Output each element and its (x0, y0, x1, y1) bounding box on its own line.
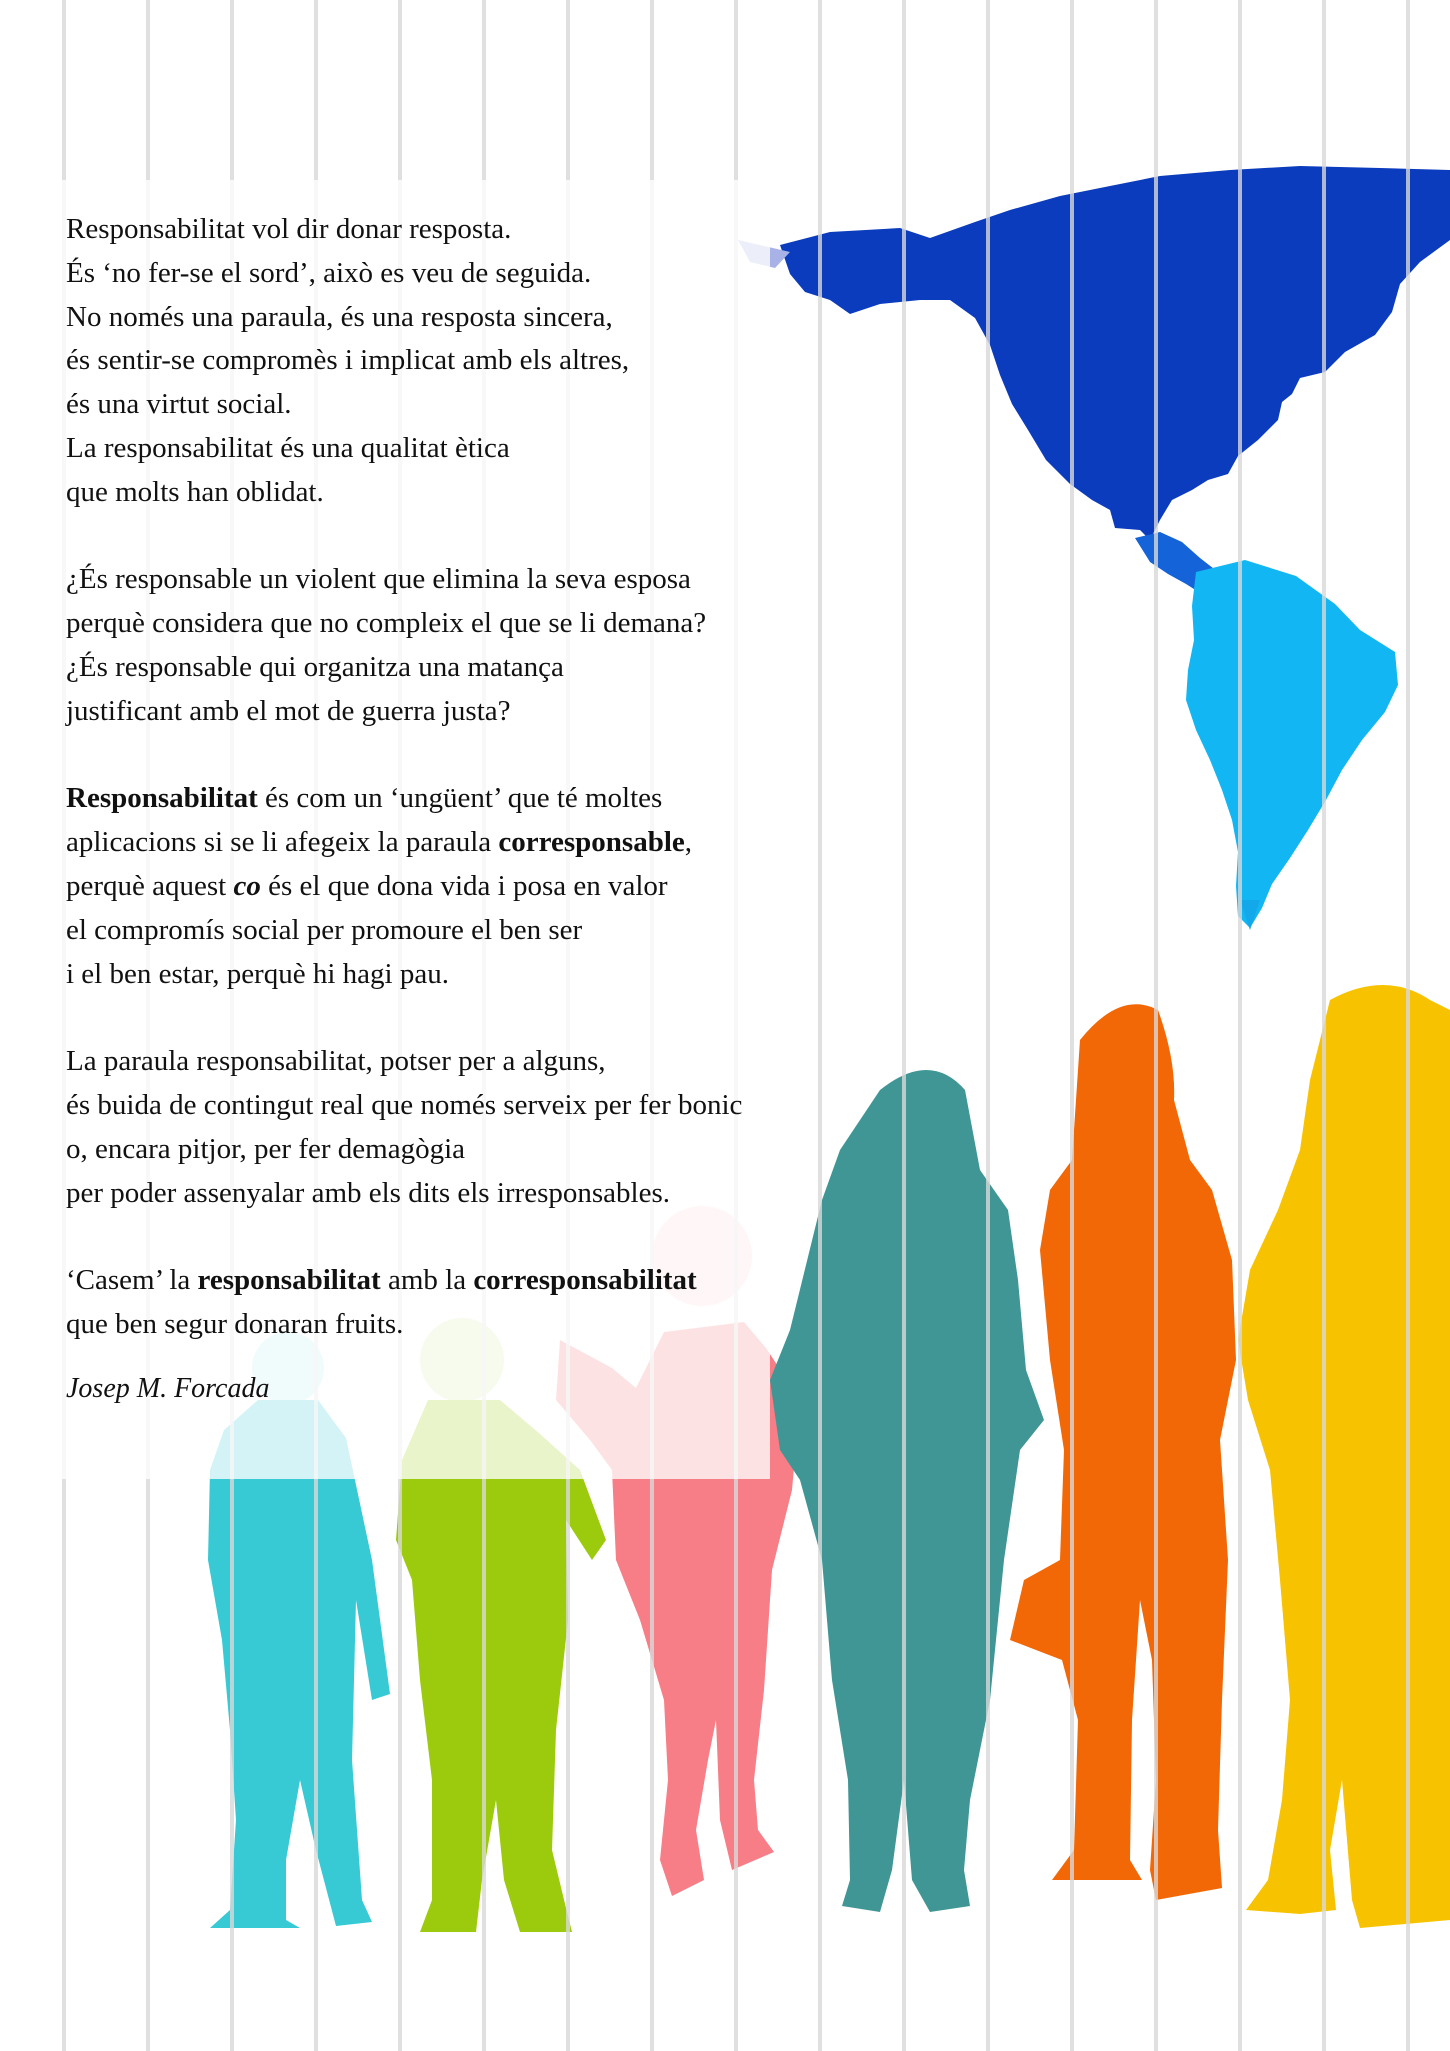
poem-line: La responsabilitat és una qualitat ètica (66, 431, 510, 464)
stripe (1154, 0, 1158, 2051)
poem-fragment: amb la (380, 1264, 474, 1297)
stanza-4 (66, 1040, 826, 1215)
poem-line: és sentir-se compromès i implicat amb els altres, (66, 344, 630, 377)
poem-line: No només una paraula, és una resposta sincera, (66, 300, 613, 333)
stanza-5 (66, 1259, 826, 1347)
poem-fragment: és el que dona vida i posa en valor (260, 869, 668, 902)
poem-line (66, 777, 826, 821)
poem-line: és buida de contingut real que només serveix per fer bonic (66, 1088, 743, 1121)
stripe (1070, 0, 1074, 2051)
stanza-1 (66, 208, 826, 515)
stripe (902, 0, 906, 2051)
keyword-responsabilitat: Responsabilitat (66, 782, 258, 815)
stripe (1238, 0, 1242, 2051)
stripe (986, 0, 990, 2051)
stanza-3 (66, 777, 826, 996)
stripe (1322, 0, 1326, 2051)
poem-line: és una virtut social. (66, 388, 292, 421)
poem-line: perquè considera que no compleix el que se li demana? (66, 607, 707, 640)
poem-line: ¿És responsable un violent que elimina la seva esposa (66, 563, 691, 596)
poem-line: per poder assenyalar amb els dits els irresponsables. (66, 1176, 670, 1209)
poem-fragment: és com un ‘ungüent’ que té moltes (257, 782, 663, 815)
poem-line: Responsabilitat vol dir donar resposta. (66, 213, 512, 245)
figure-man-orange (1010, 1004, 1236, 1900)
poem-line: el compromís social per promoure el ben ser (66, 913, 583, 946)
poem-line: ¿És responsable qui organitza una matança (66, 650, 564, 683)
keyword-co: co (233, 869, 261, 902)
poem-line: La paraula responsabilitat, potser per a alguns, (66, 1045, 606, 1078)
poem-line: justificant amb el mot de guerra justa? (66, 694, 511, 727)
poem-fragment: ‘Casem’ la (66, 1264, 198, 1297)
poem-line (66, 821, 826, 865)
author-signature: Josep M. Forcada (66, 1372, 270, 1404)
poem-line (66, 1259, 826, 1303)
world-map-americas (738, 166, 1450, 930)
poem-line: que ben segur donaran fruits. (66, 1307, 404, 1340)
poem-line: i el ben estar, perquè hi hagi pau. (66, 957, 449, 990)
poem-line: o, encara pitjor, per fer demagògia (66, 1132, 466, 1165)
stripe (1406, 0, 1410, 2051)
keyword-corresponsable: corresponsable (498, 826, 685, 859)
figure-woman-yellow (1238, 985, 1450, 1928)
keyword-corresponsabilitat: corresponsabilitat (473, 1264, 697, 1297)
keyword-responsabilitat: responsabilitat (197, 1264, 381, 1297)
poem-fragment: perquè aquest (66, 869, 234, 902)
stanza-2 (66, 558, 826, 733)
poem-fragment: , (684, 826, 693, 859)
poem (66, 208, 826, 1411)
poem-line: que molts han oblidat. (66, 475, 324, 508)
poem-line (66, 865, 826, 909)
poem-line: És ‘no fer-se el sord’, això es veu de seguida. (66, 256, 592, 289)
poem-fragment: aplicacions si se li afegeix la paraula (66, 826, 499, 859)
